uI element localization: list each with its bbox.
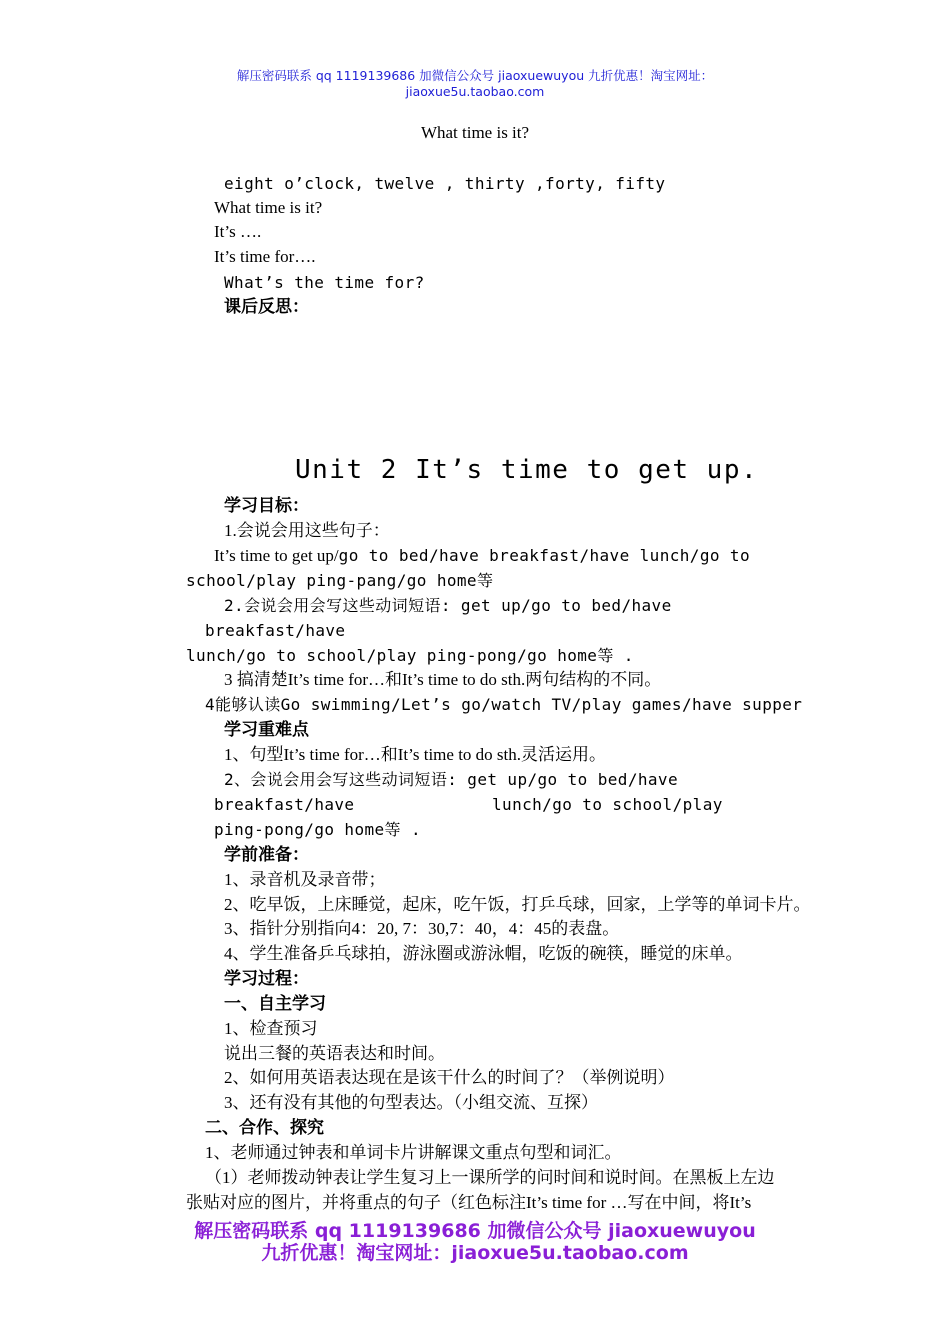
section-2-item-2: （1）老师拨动钟表让学生复习上一课所学的问时间和说时间。在黑板上左边 xyxy=(205,1168,775,1187)
answer-line-2: It’s time for…. xyxy=(214,247,316,266)
question-line: What time is it? xyxy=(214,198,323,217)
lesson-title: What time is it? xyxy=(420,123,530,142)
footer-url-line: 九折优惠！淘宝网址：jiaoxue5u.taobao.com xyxy=(261,1242,689,1264)
goal-3: 3 搞清楚It’s time for…和It’s time to do sth.两句结构的不同。 xyxy=(224,670,662,689)
section-1-item-4: 3、还有没有其他的句型表达。（小组交流、互探） xyxy=(224,1093,598,1112)
prep-heading: 学前准备： xyxy=(224,845,309,864)
key-points-heading: 学习重难点 xyxy=(224,720,309,739)
goals-heading: 学习目标： xyxy=(224,496,309,515)
section-1-heading: 一、自主学习 xyxy=(224,994,326,1013)
header-url-line: jiaoxue5u.taobao.com xyxy=(405,84,545,99)
goal-2: 2.会说会用会写这些动词短语: get up/go to bed/have xyxy=(224,596,672,615)
prep-3: 3、指针分别指向4：20, 7：30,7：40，4：45的表盘。 xyxy=(224,919,620,938)
key-point-2-cont-a: breakfast/have xyxy=(214,795,355,814)
prep-2: 2、吃早饭，上床睡觉，起床，吃午饭，打乒乓球，回家，上学等的单词卡片。 xyxy=(224,895,811,914)
vocab-line: eight o’clock, twelve , thirty ,forty, fifty xyxy=(224,174,666,193)
prep-1: 1、录音机及录音带； xyxy=(224,870,386,889)
reflection-heading: 课后反思： xyxy=(224,297,309,316)
goal-1-sentence-rest: go to bed/have breakfast/have lunch/go to xyxy=(338,546,751,565)
key-point-2-cont-b: lunch/go to school/play xyxy=(492,795,723,814)
goal-1: 1.会说会用这些句子： xyxy=(224,521,390,540)
section-1-item-2: 说出三餐的英语表达和时间。 xyxy=(224,1044,445,1063)
header-contact-line: 解压密码联系 qq 1119139686 加微信公众号 jiaoxuewuyou 九折优惠！淘宝网址： xyxy=(236,68,714,83)
goal-1-sentences xyxy=(214,545,750,567)
key-point-2-cont-c: ping-pong/go home等 . xyxy=(214,820,422,839)
section-1-item-3: 2、如何用英语表达现在是该干什么的时间了？（举例说明） xyxy=(224,1068,675,1087)
answer-line: It’s …. xyxy=(214,222,262,241)
goal-1-sentences-cont: school/play ping-pang/go home等 xyxy=(186,571,494,590)
section-2-heading: 二、合作、探究 xyxy=(205,1118,324,1137)
unit-title: Unit 2 It’s time to get up. xyxy=(295,455,759,485)
question-line-2: What’s the time for? xyxy=(224,273,425,292)
section-2-item-2-cont: 张贴对应的图片，并将重点的句子（红色标注It’s time for …写在中间，将It’s xyxy=(186,1193,752,1212)
goal-2-cont: breakfast/have xyxy=(205,621,346,640)
goal-2-cont-2: lunch/go to school/play ping-pong/go home等 . xyxy=(186,646,634,665)
key-point-2: 2、会说会用会写这些动词短语: get up/go to bed/have xyxy=(224,770,678,789)
footer-contact-line: 解压密码联系 qq 1119139686 加微信公众号 jiaoxuewuyou xyxy=(194,1220,756,1242)
prep-4: 4、学生准备乒乓球拍，游泳圈或游泳帽，吃饭的碗筷，睡觉的床单。 xyxy=(224,944,743,963)
section-2-item-1: 1、老师通过钟表和单词卡片讲解课文重点句型和词汇。 xyxy=(205,1143,622,1162)
goal-4: 4能够认读Go swimming/Let’s go/watch TV/play games/have supper xyxy=(205,695,803,714)
process-heading: 学习过程： xyxy=(224,969,309,988)
key-point-1: 1、句型It’s time for…和It’s time to do sth.灵活运用。 xyxy=(224,745,607,764)
goal-1-sentence-start: It’s time to get up/ xyxy=(214,546,339,565)
section-1-item-1: 1、检查预习 xyxy=(224,1019,318,1038)
